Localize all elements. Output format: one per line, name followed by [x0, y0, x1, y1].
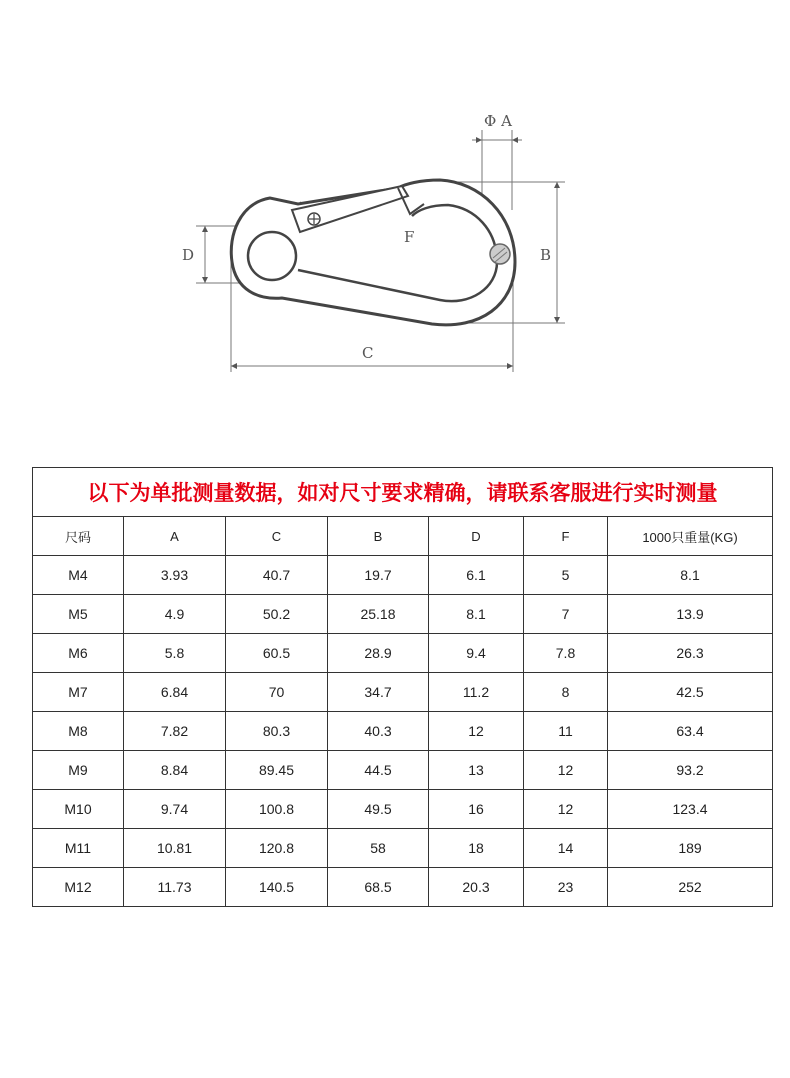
cell-f: 7: [524, 595, 608, 634]
cell-weight: 93.2: [608, 751, 773, 790]
cell-a: 9.74: [124, 790, 226, 829]
cell-b: 19.7: [328, 556, 429, 595]
cell-a: 10.81: [124, 829, 226, 868]
cell-weight: 123.4: [608, 790, 773, 829]
cell-size: M5: [33, 595, 124, 634]
header-a: A: [124, 517, 226, 556]
cell-c: 70: [226, 673, 328, 712]
cell-weight: 8.1: [608, 556, 773, 595]
cell-b: 28.9: [328, 634, 429, 673]
cell-f: 23: [524, 868, 608, 907]
cell-d: 12: [429, 712, 524, 751]
table-row: [33, 829, 773, 868]
table-row: [33, 595, 773, 634]
cell-d: 20.3: [429, 868, 524, 907]
cell-weight: 26.3: [608, 634, 773, 673]
cell-size: M11: [33, 829, 124, 868]
cell-size: M10: [33, 790, 124, 829]
cell-f: 14: [524, 829, 608, 868]
carabiner-small-ring: [248, 232, 296, 280]
cell-f: 8: [524, 673, 608, 712]
cell-weight: 42.5: [608, 673, 773, 712]
cell-a: 7.82: [124, 712, 226, 751]
cell-size: M9: [33, 751, 124, 790]
cell-d: 16: [429, 790, 524, 829]
wire-section: [490, 244, 510, 264]
cell-c: 80.3: [226, 712, 328, 751]
cell-d: 18: [429, 829, 524, 868]
cell-c: 100.8: [226, 790, 328, 829]
header-row: [33, 517, 773, 556]
table-row: [33, 751, 773, 790]
cell-b: 44.5: [328, 751, 429, 790]
cell-b: 34.7: [328, 673, 429, 712]
cell-f: 11: [524, 712, 608, 751]
cell-b: 58: [328, 829, 429, 868]
header-weight: 1000只重量(KG): [608, 517, 773, 556]
table-row: [33, 712, 773, 751]
header-size: 尺码: [33, 517, 124, 556]
cell-c: 40.7: [226, 556, 328, 595]
cell-f: 5: [524, 556, 608, 595]
label-d: D: [182, 246, 195, 264]
header-d: D: [429, 517, 524, 556]
cell-d: 6.1: [429, 556, 524, 595]
banner-row: [33, 468, 773, 517]
table-row: [33, 556, 773, 595]
label-c: C: [362, 344, 374, 362]
cell-weight: 63.4: [608, 712, 773, 751]
cell-f: 7.8: [524, 634, 608, 673]
carabiner-dimension-diagram: [0, 0, 790, 420]
header-c: C: [226, 517, 328, 556]
cell-a: 5.8: [124, 634, 226, 673]
header-f: F: [524, 517, 608, 556]
cell-a: 8.84: [124, 751, 226, 790]
cell-b: 49.5: [328, 790, 429, 829]
header-b: B: [328, 517, 429, 556]
cell-a: 4.9: [124, 595, 226, 634]
carabiner-drawing: [0, 0, 790, 420]
cell-weight: 189: [608, 829, 773, 868]
cell-b: 40.3: [328, 712, 429, 751]
cell-c: 50.2: [226, 595, 328, 634]
cell-c: 60.5: [226, 634, 328, 673]
table-row: [33, 673, 773, 712]
table-row: [33, 868, 773, 907]
cell-d: 11.2: [429, 673, 524, 712]
cell-c: 89.45: [226, 751, 328, 790]
measurement-notice: 以下为单批测量数据，如对尺寸要求精确，请联系客服进行实时测量: [33, 468, 773, 517]
cell-weight: 13.9: [608, 595, 773, 634]
cell-weight: 252: [608, 868, 773, 907]
cell-a: 3.93: [124, 556, 226, 595]
cell-a: 6.84: [124, 673, 226, 712]
table-row: [33, 634, 773, 673]
cell-c: 120.8: [226, 829, 328, 868]
cell-d: 8.1: [429, 595, 524, 634]
cell-size: M12: [33, 868, 124, 907]
cell-f: 12: [524, 790, 608, 829]
spec-table: [32, 467, 773, 907]
cell-d: 9.4: [429, 634, 524, 673]
cell-size: M4: [33, 556, 124, 595]
cell-size: M6: [33, 634, 124, 673]
cell-size: M8: [33, 712, 124, 751]
cell-b: 25.18: [328, 595, 429, 634]
cell-d: 13: [429, 751, 524, 790]
table-row: [33, 790, 773, 829]
label-phi-a: Φ A: [484, 112, 512, 130]
cell-a: 11.73: [124, 868, 226, 907]
cell-c: 140.5: [226, 868, 328, 907]
cell-f: 12: [524, 751, 608, 790]
label-b: B: [540, 246, 552, 264]
cell-b: 68.5: [328, 868, 429, 907]
label-f: F: [404, 228, 415, 246]
cell-size: M7: [33, 673, 124, 712]
